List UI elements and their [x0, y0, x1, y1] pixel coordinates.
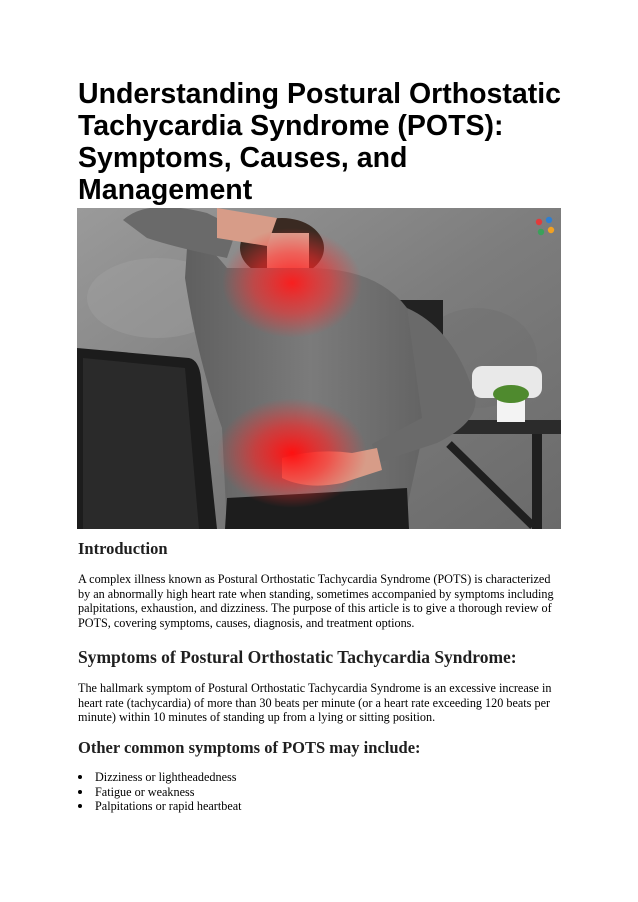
- article-title: Understanding Postural Orthostatic Tachycardia Syndrome (POTS): Symptoms, Causes, and Management: [78, 78, 561, 206]
- list-item-text: Palpitations or rapid heartbeat: [95, 799, 242, 814]
- section-heading-introduction: Introduction: [78, 539, 168, 558]
- list-item: [78, 785, 242, 800]
- section-body-symptoms: The hallmark symptom of Postural Orthostatic Tachycardia Syndrome is an excessive increase in heart rate (tachycardia) of more than 30 beats per minute (or a heart rate exceeding 120 beats per minute) within 10 minutes of standing up from a lying or sitting position.: [78, 681, 552, 725]
- back-pain-illustration: [77, 208, 561, 529]
- list-item: [78, 799, 242, 814]
- section-heading-symptoms: Symptoms of Postural Orthostatic Tachycardia Syndrome:: [78, 647, 517, 667]
- bullet-icon: [78, 790, 82, 794]
- list-item: [78, 770, 242, 785]
- hero-image: [77, 208, 561, 529]
- symptom-list: [78, 770, 242, 814]
- list-item-text: Dizziness or lightheadedness: [95, 770, 237, 784]
- section-body-introduction: A complex illness known as Postural Orthostatic Tachycardia Syndrome (POTS) is characterized by an abnormally high heart rate when standing, sometimes accompanied by symptoms including palpitations, exhaustion, and dizziness. The purpose of this article is to give a thorough review of POTS, covering symptoms, causes, diagnosis, and treatment options.: [78, 572, 554, 630]
- list-item-text: Fatigue or weakness: [95, 784, 195, 799]
- bullet-icon: [78, 775, 82, 779]
- bullet-icon: [78, 804, 82, 808]
- section-heading-other-symptoms: Other common symptoms of POTS may include:: [78, 738, 421, 757]
